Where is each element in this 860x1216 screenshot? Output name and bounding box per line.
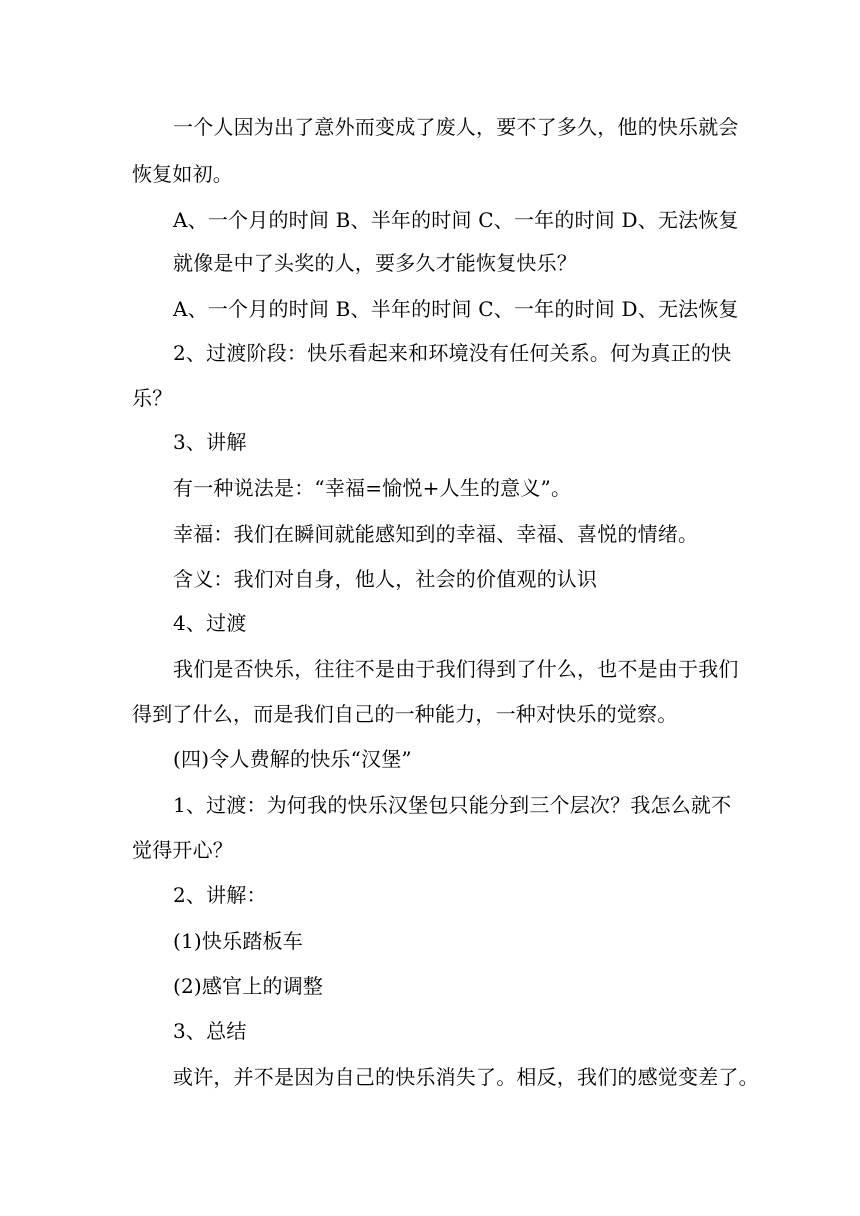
section-heading: 3、总结 <box>173 1019 247 1043</box>
paragraph-line: 或许，并不是因为自己的快乐消失了。相反，我们的感觉变差了。 <box>173 1065 759 1089</box>
paragraph-line: 2、过渡阶段：快乐看起来和环境没有任何关系。何为真正的快 <box>173 341 732 365</box>
paragraph-line: 我们是否快乐，往往不是由于我们得到了什么，也不是由于我们 <box>173 657 739 681</box>
paragraph-line: 就像是中了头奖的人，要多久才能恢复快乐？ <box>173 251 577 275</box>
paragraph-line: 恢复如初。 <box>132 162 233 186</box>
paragraph-line: 得到了什么，而是我们自己的一种能力，一种对快乐的觉察。 <box>132 702 678 726</box>
list-item: (1)快乐踏板车 <box>173 929 303 953</box>
section-heading: 3、讲解 <box>173 430 247 454</box>
list-item: (2)感官上的调整 <box>173 974 324 998</box>
option-line: A、一个月的时间 B、半年的时间 C、一年的时间 D、无法恢复 <box>173 297 739 321</box>
paragraph-line: 乐？ <box>132 386 173 410</box>
paragraph-line: 一个人因为出了意外而变成了废人，要不了多久，他的快乐就会 <box>173 115 739 139</box>
paragraph-line: 含义：我们对自身，他人，社会的价值观的认识 <box>173 567 598 591</box>
paragraph-line: 觉得开心？ <box>132 838 233 862</box>
section-heading: 2、讲解： <box>173 883 267 907</box>
option-line: A、一个月的时间 B、半年的时间 C、一年的时间 D、无法恢复 <box>173 208 739 232</box>
section-heading: (四)令人费解的快乐“汉堡” <box>173 747 412 771</box>
paragraph-line: 有一种说法是：“幸福=愉悦+人生的意义”。 <box>173 476 572 500</box>
section-heading: 4、过渡 <box>173 611 247 635</box>
paragraph-line: 1、过渡：为何我的快乐汉堡包只能分到三个层次？我怎么就不 <box>173 793 732 817</box>
paragraph-line: 幸福：我们在瞬间就能感知到的幸福、幸福、喜悦的情绪。 <box>173 522 699 546</box>
